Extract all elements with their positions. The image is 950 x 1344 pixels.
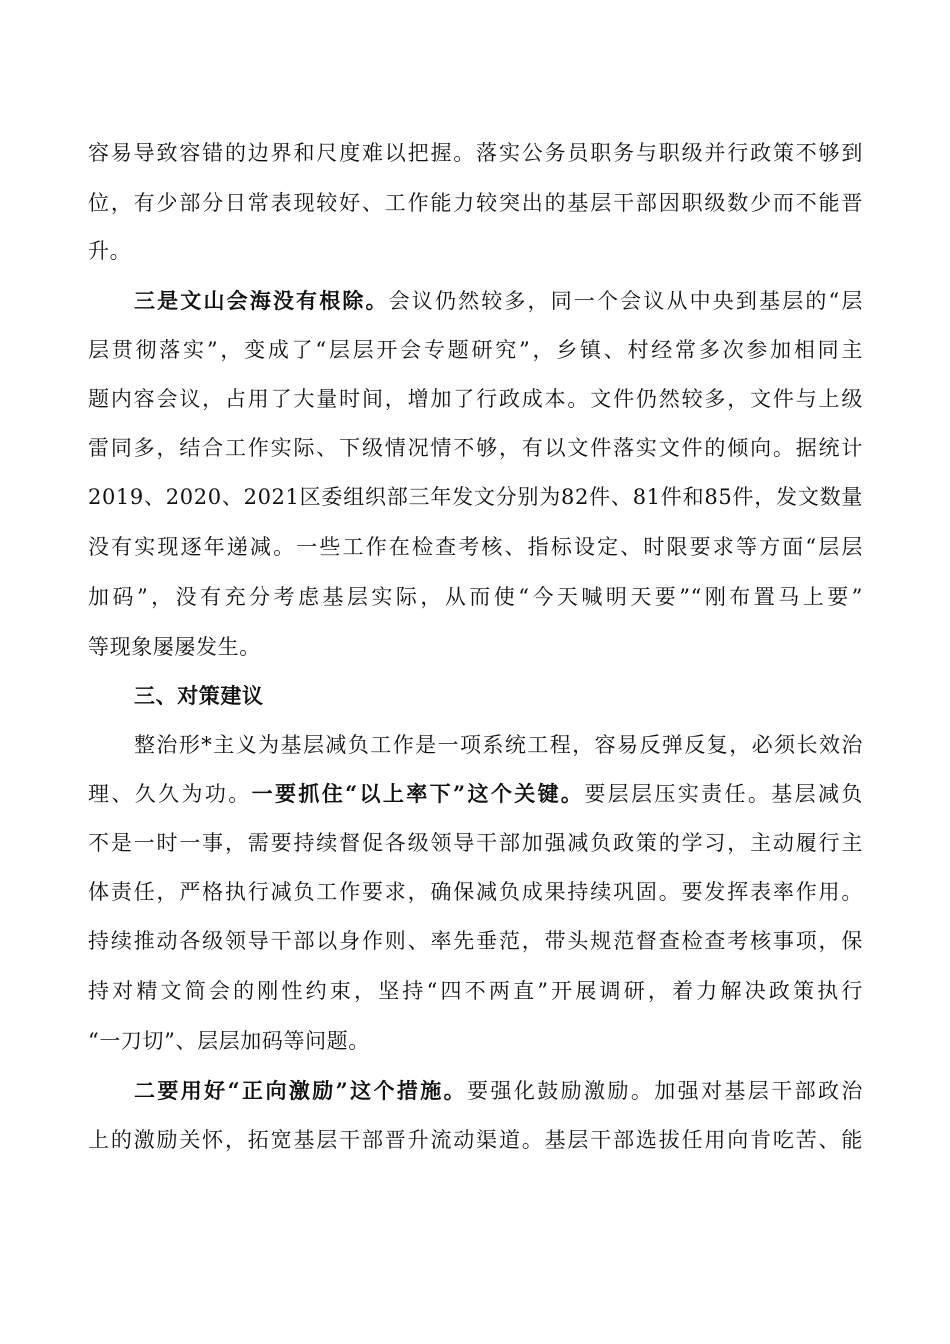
paragraph-mixed-line — [88, 779, 863, 809]
text-line: 等现象屡屡发生。 — [88, 635, 261, 659]
text-line: 不是一时一事，需要持续督促各级领导干部加强减负政策的学习，主动履行主 — [88, 831, 863, 855]
text-line: 没有实现逐年递减。一些工作在检查考核、指标设定、时限要求等方面“层层 — [88, 535, 863, 559]
text-line: 容易导致容错的边界和尺度难以把握。落实公务员职务与职级并行政策不够到 — [88, 141, 863, 165]
text-line: 升。 — [88, 239, 132, 263]
text-line: 持对精文简会的刚性约束，坚持“四不两直”开展调研，着力解决政策执行 — [88, 979, 863, 1003]
bold-lead: 三是文山会海没有根除。 — [134, 288, 389, 313]
text-line: 持续推动各级领导干部以身作则、率先垂范，带头规范督查检查考核事项，保 — [88, 929, 863, 953]
text-run: 会议仍然较多，同一个会议从中央到基层的“层 — [388, 289, 863, 313]
text-line: 加码”，没有充分考虑基层实际，从而使“今天喊明天要”“刚布置马上要” — [88, 585, 863, 609]
text-line: 整治形*主义为基层减负工作是一项系统工程，容易反弹反复，必须长效治 — [134, 733, 863, 757]
text-run: 理、久久为功。 — [88, 782, 252, 806]
section-heading: 三、对策建议 — [134, 683, 264, 708]
text-run: 要强化鼓励激励。加强对基层干部政治 — [467, 1079, 863, 1103]
bold-lead: 二要用好“正向激励”这个措施。 — [134, 1078, 468, 1103]
text-line: 上的激励关怀，拓宽基层干部晋升流动渠道。基层干部选拔任用向肯吃苦、能 — [88, 1128, 863, 1152]
text-line: 体责任，严格执行减负工作要求，确保减负成果持续巩固。要发挥表率作用。 — [88, 880, 863, 904]
text-line: 雷同多，结合工作实际、下级情况情不够，有以文件落实文件的倾向。据统计 — [88, 436, 863, 460]
text-line: 2019、2020、2021区委组织部三年发文分别为82件、81件和85件，发文数量 — [88, 485, 863, 509]
text-line: 层贯彻落实”，变成了“层层开会专题研究”，乡镇、村经常多次参加相同主 — [88, 338, 863, 362]
text-line: “一刀切”、层层加码等问题。 — [88, 1029, 370, 1053]
text-line: 题内容会议，占用了大量时间，增加了行政成本。文件仍然较多，文件与上级 — [88, 387, 863, 411]
bold-lead: 一要抓住“以上率下”这个关键。 — [251, 781, 585, 806]
paragraph-heading-line — [88, 1076, 863, 1106]
text-run: 要层层压实责任。基层减负 — [584, 782, 863, 806]
text-line: 位，有少部分日常表现较好、工作能力较突出的基层干部因职级数少而不能晋 — [88, 191, 863, 215]
paragraph-heading-line — [88, 286, 863, 316]
